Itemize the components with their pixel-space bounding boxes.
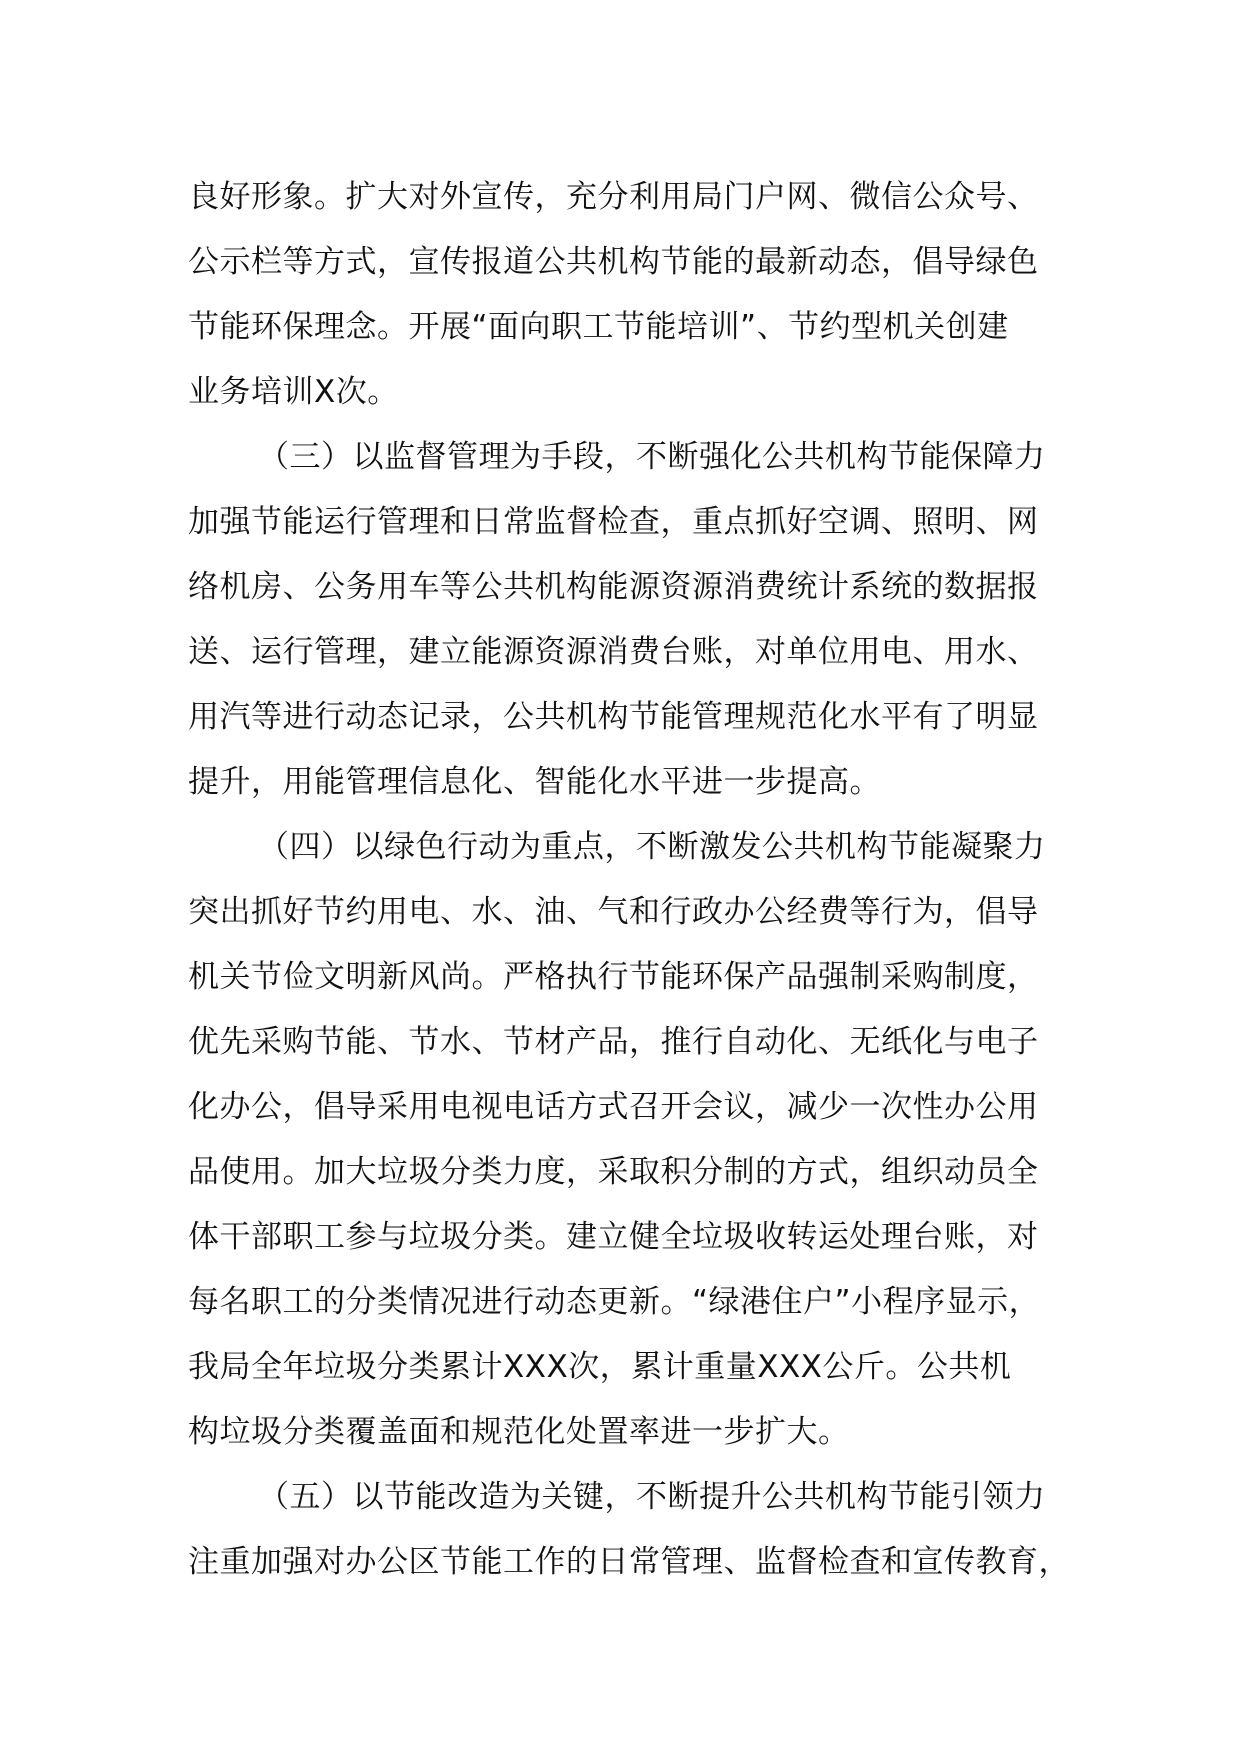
section-heading-line: （五）以节能改造为关键，不断提升公共机构节能引领力 xyxy=(258,1479,1046,1515)
paragraph-line: 加强节能运行管理和日常监督检查，重点抓好空调、照明、网 xyxy=(188,504,1039,540)
paragraph-line: 品使用。加大垃圾分类力度，采取积分制的方式，组织动员全 xyxy=(188,1154,1039,1190)
paragraph-line: 每名职工的分类情况进行动态更新。“绿港住户”小程序显示， xyxy=(188,1284,1041,1320)
paragraph-line: 提升，用能管理信息化、智能化水平进一步提高。 xyxy=(188,764,881,800)
body-text xyxy=(188,165,1088,1595)
paragraph-line: 节能环保理念。开展“面向职工节能培训”、节约型机关创建 xyxy=(188,309,1009,345)
paragraph-line: 公示栏等方式，宣传报道公共机构节能的最新动态，倡导绿色 xyxy=(188,244,1039,280)
paragraph-line: 我局全年垃圾分类累计XXX次，累计重量XXX公斤。公共机 xyxy=(188,1349,1012,1385)
paragraph-line: 化办公，倡导采用电视电话方式召开会议，减少一次性办公用 xyxy=(188,1089,1039,1125)
paragraph-line: 用汽等进行动态记录，公共机构节能管理规范化水平有了明显 xyxy=(188,699,1039,735)
paragraph-line: 业务培训X次。 xyxy=(188,374,399,410)
section-heading-line: （三）以监督管理为手段，不断强化公共机构节能保障力 xyxy=(258,439,1046,475)
paragraph-line: 良好形象。扩大对外宣传，充分利用局门户网、微信公众号、 xyxy=(188,179,1039,215)
paragraph-line: 络机房、公务用车等公共机构能源资源消费统计系统的数据报 xyxy=(188,569,1039,605)
paragraph-line: 构垃圾分类覆盖面和规范化处置率进一步扩大。 xyxy=(188,1414,850,1450)
paragraph-line: 送、运行管理，建立能源资源消费台账，对单位用电、用水、 xyxy=(188,634,1039,670)
paragraph-line: 机关节俭文明新风尚。严格执行节能环保产品强制采购制度， xyxy=(188,959,1039,995)
paragraph-line: 优先采购节能、节水、节材产品，推行自动化、无纸化与电子 xyxy=(188,1024,1039,1060)
paragraph-line: 注重加强对办公区节能工作的日常管理、监督检查和宣传教育， xyxy=(188,1544,1070,1580)
paragraph-line: 体干部职工参与垃圾分类。建立健全垃圾收转运处理台账，对 xyxy=(188,1219,1039,1255)
paragraph-line: 突出抓好节约用电、水、油、气和行政办公经费等行为，倡导 xyxy=(188,894,1039,930)
section-heading-line: （四）以绿色行动为重点，不断激发公共机构节能凝聚力 xyxy=(258,829,1046,865)
